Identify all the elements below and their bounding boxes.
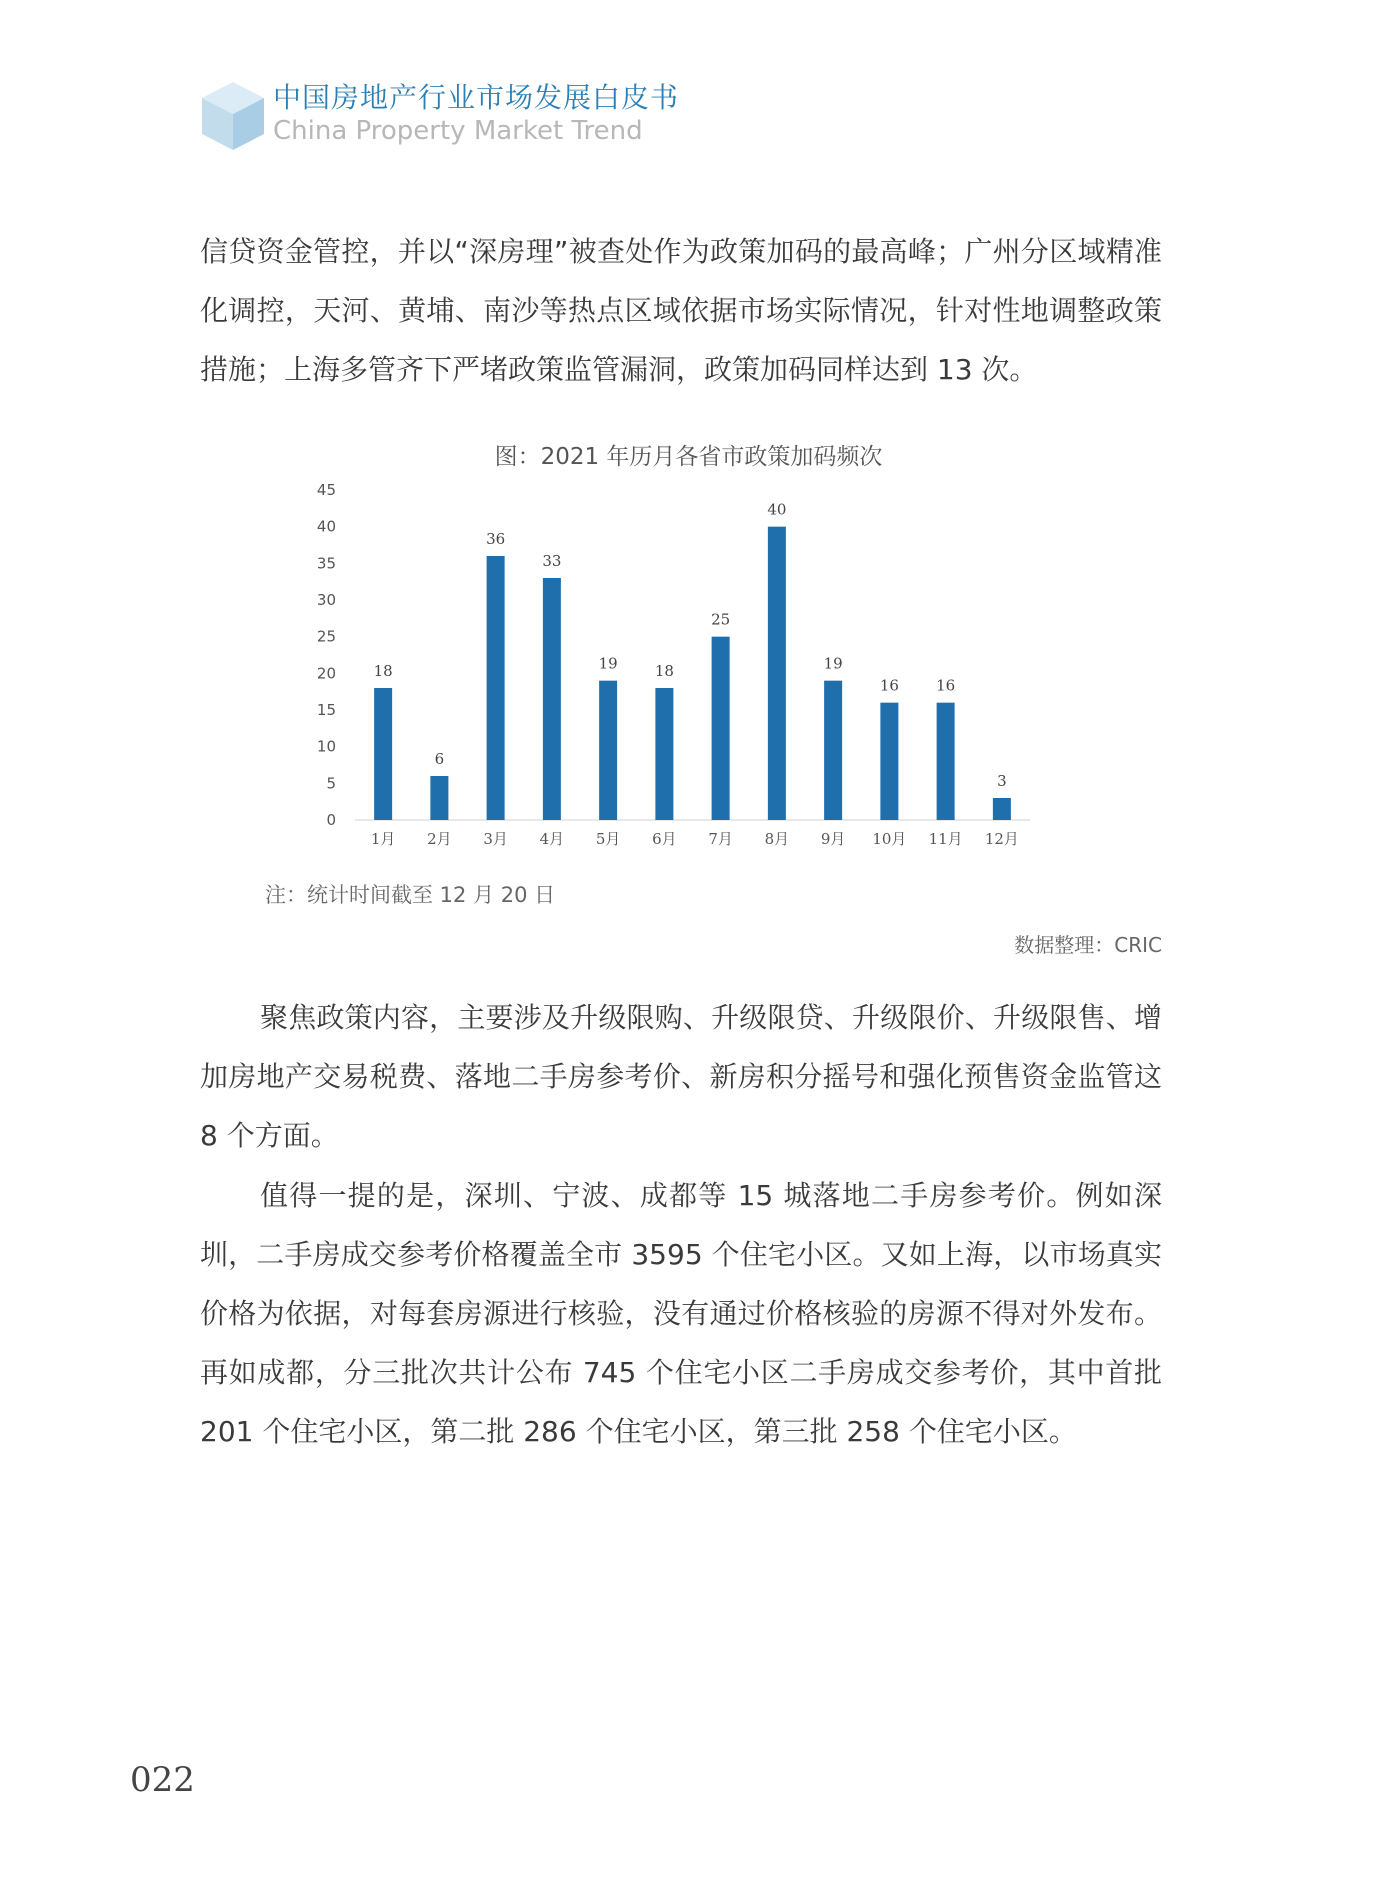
reference-text: 值得一提的是，深圳、宁波、成都等 15 城落地二手房参考价。例如深圳，二手房成交参考价格覆盖全市 3595 个住宅小区。又如上海，以市场真实价格为依据，对每套房源进行核验，没有通过价格核验的房源不得对外发布。再如成都，分三批次共计公布 745 个住宅小区二手房成交参考价，其中首批 201 个住宅小区，第二批 286 个住宅小区，第三批 258 个住宅小区。 (200, 1179, 1162, 1448)
header-title-en: China Property Market Trend (273, 116, 643, 146)
bar-chart (0, 0, 1377, 870)
x-tick-label: 8月 (764, 830, 790, 848)
header-title-cn: 中国房地产行业市场发展白皮书 (273, 81, 680, 114)
x-tick-label: 9月 (820, 830, 846, 848)
bar-11月 (937, 703, 955, 820)
x-tick-label: 2月 (427, 830, 452, 848)
data-label: 25 (711, 610, 731, 629)
reference-paragraph (200, 1166, 1162, 1461)
data-label: 19 (598, 654, 618, 673)
data-label: 33 (542, 552, 562, 570)
data-label: 3 (997, 772, 1007, 790)
bar-1月 (374, 688, 392, 820)
y-tick-label: 35 (316, 554, 336, 573)
bar-10月 (880, 703, 898, 820)
focus-text: 聚焦政策内容，主要涉及升级限购、升级限贷、升级限价、升级限售、增加房地产交易税费、落地二手房参考价、新房积分摇号和强化预售资金监管这 8 个方面。 (200, 1001, 1162, 1152)
y-tick-label: 5 (326, 774, 336, 793)
y-tick-label: 15 (316, 701, 336, 719)
chart-note: 注：统计时间截至 12 月 20 日 (265, 883, 556, 907)
y-tick-label: 45 (316, 481, 336, 499)
y-tick-label: 10 (316, 737, 336, 756)
bar-6月 (655, 688, 673, 820)
bar-4月 (543, 578, 561, 820)
y-tick-label: 20 (316, 664, 336, 683)
y-tick-label: 25 (316, 627, 336, 646)
bar-12月 (993, 798, 1011, 820)
data-source: 数据整理：CRIC (1014, 933, 1162, 957)
chart-title: 图：2021 年历月各省市政策加码频次 (494, 444, 883, 470)
bar-5月 (599, 681, 617, 820)
focus-paragraph (200, 988, 1162, 1165)
x-tick-label: 11月 (928, 830, 963, 848)
x-tick-label: 6月 (652, 830, 677, 848)
x-tick-label: 12月 (984, 830, 1019, 848)
data-label: 16 (936, 676, 956, 695)
bar-2月 (430, 776, 448, 820)
x-tick-label: 7月 (708, 830, 733, 848)
x-tick-label: 1月 (370, 830, 396, 848)
bar-3月 (487, 556, 505, 820)
data-label: 16 (879, 676, 899, 695)
y-tick-label: 0 (326, 811, 336, 829)
x-tick-label: 5月 (595, 830, 621, 848)
bar-9月 (824, 681, 842, 820)
x-tick-label: 4月 (539, 830, 565, 848)
intro-text: 信贷资金管控，并以“深房理”被查处作为政策加码的最高峰；广州分区域精准化调控，天河、黄埔、南沙等热点区域依据市场实际情况，针对性地调整政策措施；上海多管齐下严堵政策监管漏洞，政策加码同样达到 13 次。 (200, 235, 1162, 386)
data-label: 18 (654, 662, 674, 680)
x-tick-label: 10月 (872, 830, 907, 848)
bar-8月 (768, 527, 786, 820)
y-tick-label: 30 (316, 591, 336, 609)
data-label: 19 (823, 654, 843, 673)
data-label: 18 (373, 662, 393, 680)
x-tick-label: 3月 (483, 830, 508, 848)
data-label: 36 (486, 530, 506, 548)
page-number: 022 (130, 1760, 195, 1800)
data-label: 40 (767, 500, 787, 519)
bar-7月 (712, 637, 730, 820)
y-tick-label: 40 (316, 517, 336, 536)
data-label: 6 (434, 750, 445, 768)
